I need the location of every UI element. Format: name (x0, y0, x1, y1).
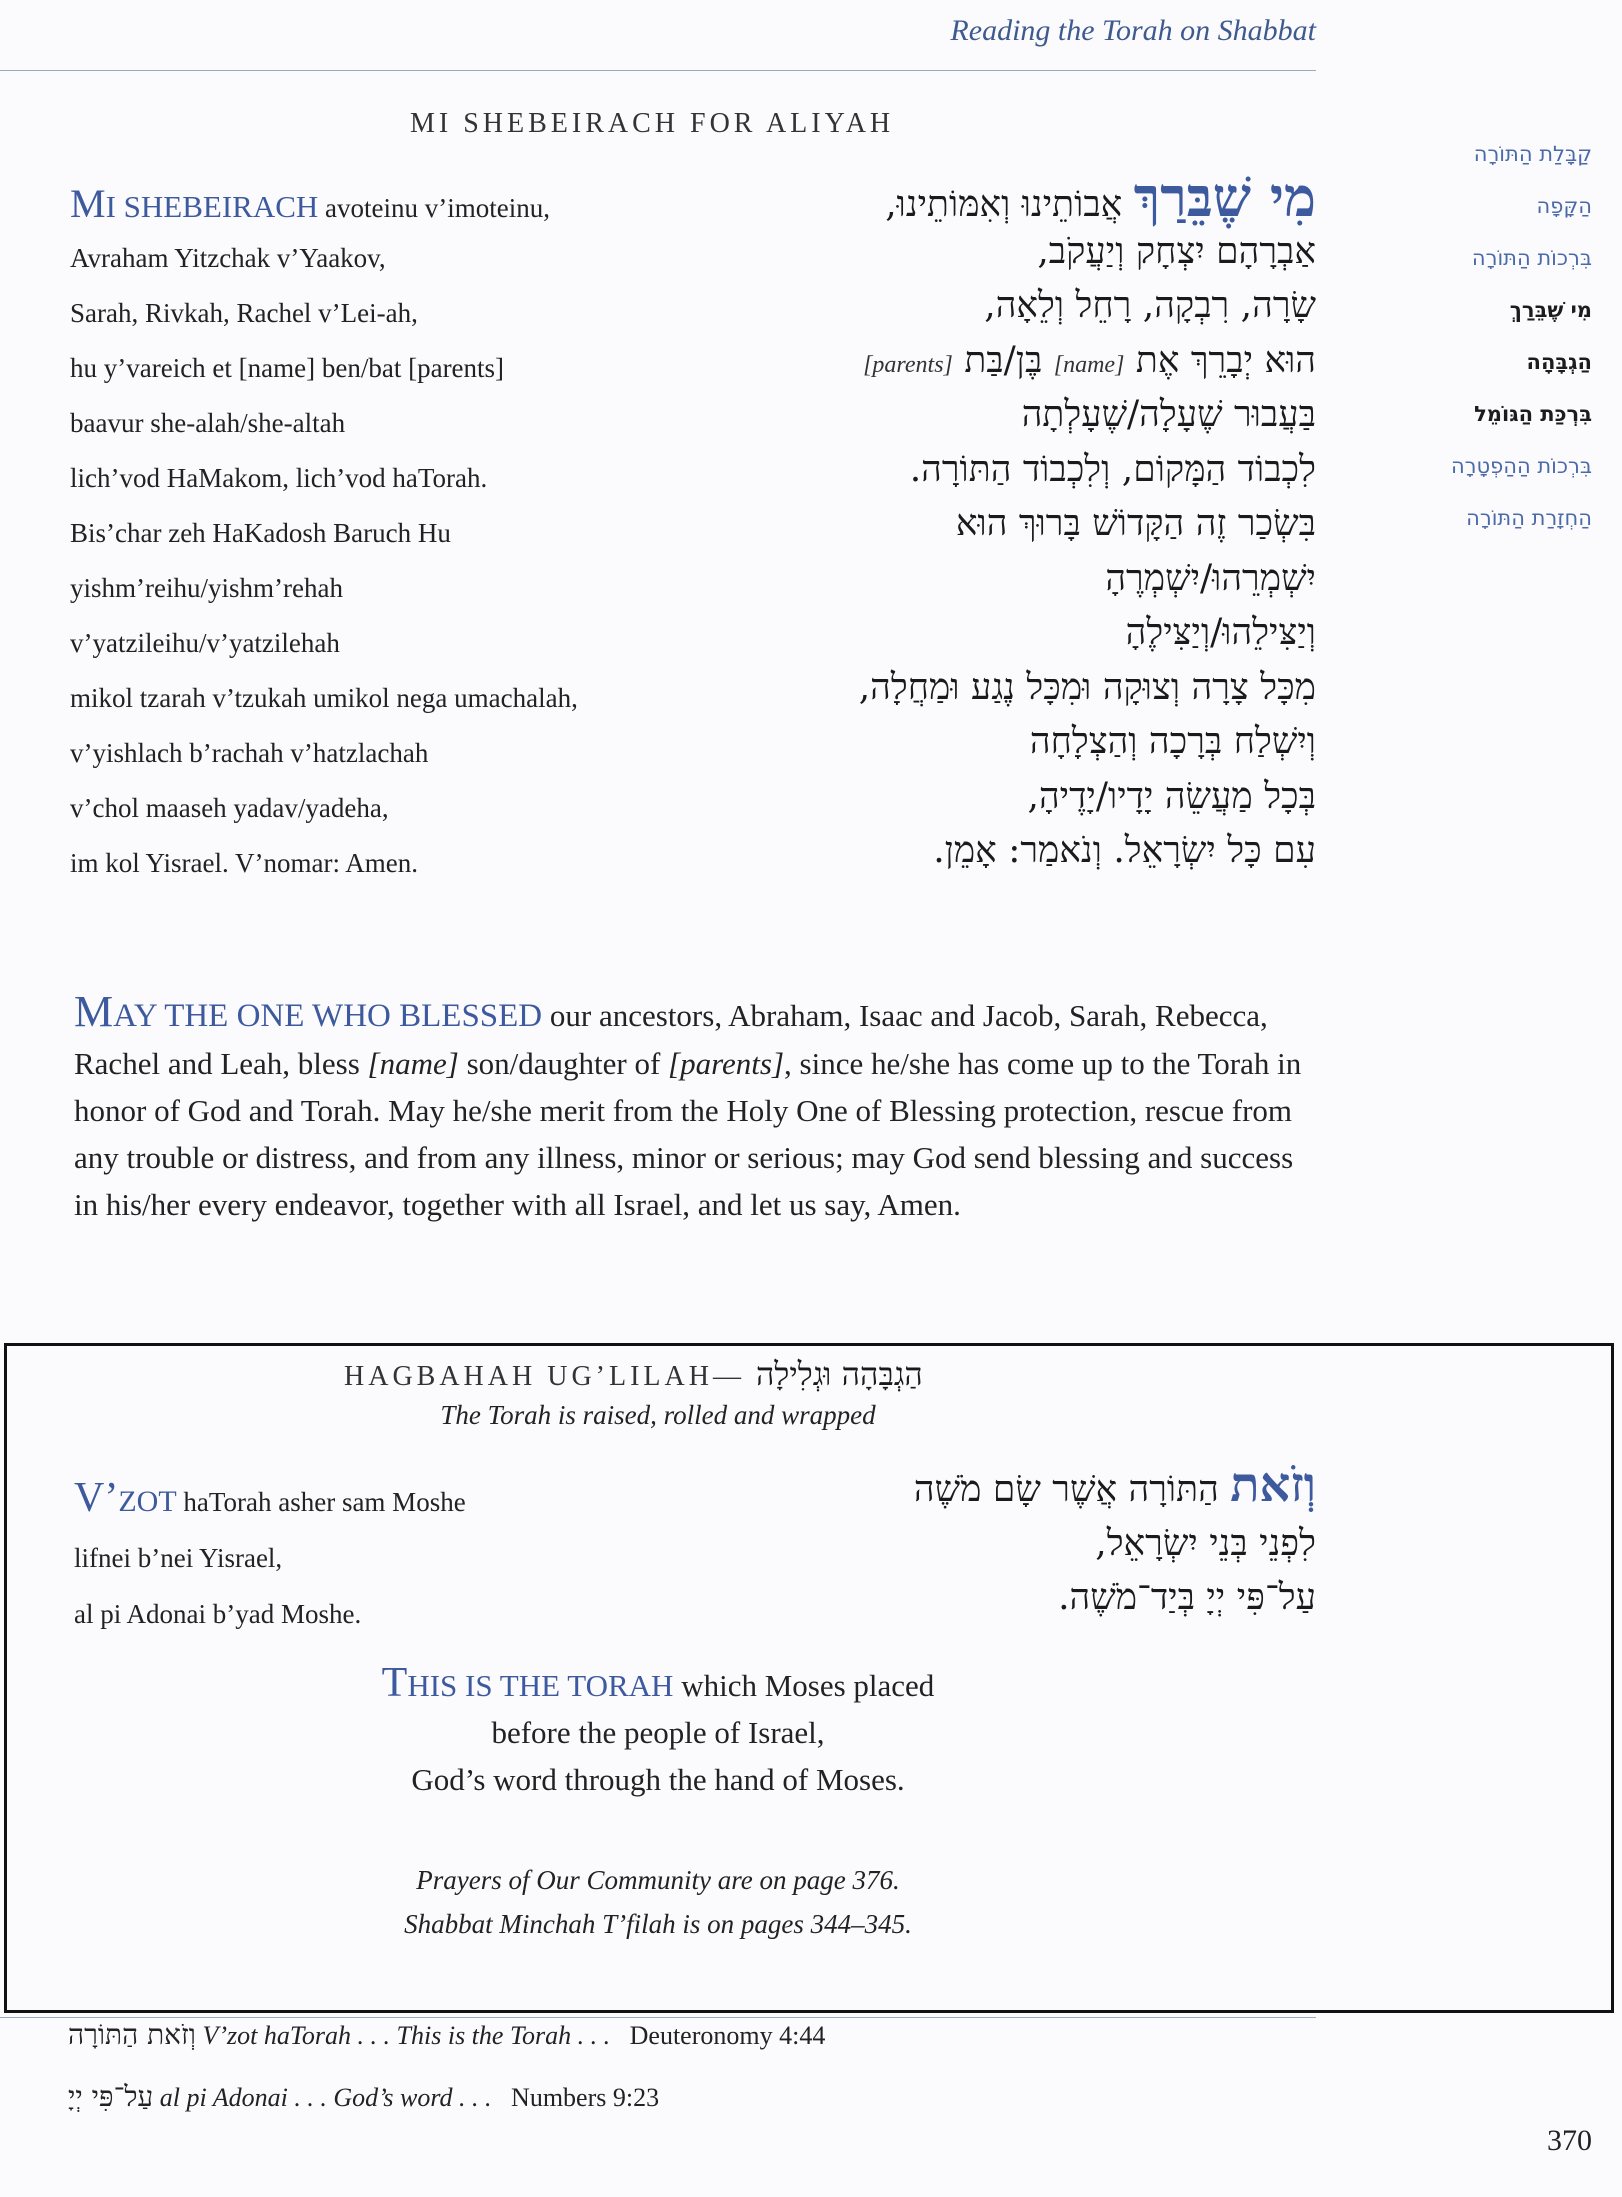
hebrew-line: יִשְׁמְרֵהוּ/יִשְׁמְרֶהָ (1105, 557, 1316, 599)
translit-lead: MI SHEBEIRACH (70, 181, 319, 226)
hebrew-line: עִם כָּל יִשְׂרָאֵל. וְנֹאמַר: אָמֵן. (933, 830, 1316, 871)
hagbahah-subtitle: The Torah is raised, rolled and wrapped (440, 1400, 876, 1430)
mi-shebeirach-transliteration (70, 176, 670, 891)
translit-lead: V’ZOT (74, 1475, 177, 1521)
side-index-item-hagbahah[interactable]: הַגְבָּהָה (1526, 350, 1592, 374)
page-notes (0, 1858, 1316, 1946)
hebrew-line: שָׂרָה, רִבְקָה, רָחֵל וְלֵאָה, (984, 285, 1316, 326)
hebrew-line: הוּא יְבָרֵךְ אֶת [name] בֶּן/בַּת [parents] (863, 339, 1316, 381)
mi-shebeirach-translation: MAY THE ONE WHO BLESSED our ancestors, Abraham, Isaac and Jacob, Sarah, Rebecca, Rachel and Leah, bless [name] son/daughter of [parents], since he/she has come up to the Torah in honor of God and Torah. May he/she merit from the Holy One of Blessing protection, rescue from any trouble or distress, and from any illness, minor or serious; may God send blessing and success in his/her every endeavor, together with all Israel, and let us say, Amen. (74, 987, 1302, 1222)
translit-line: V’ZOT haTorah asher sam Moshe (74, 1475, 466, 1521)
translit-line: lifnei b’nei Yisrael, (74, 1543, 283, 1573)
translit-line: v’yatzileihu/v’yatzilehah (70, 628, 340, 658)
hebrew-line: אַבְרָהָם יִצְחָק וְיַעֲקֹב, (1037, 230, 1316, 272)
vzot-transliteration (74, 1470, 466, 1642)
translit-line: v’chol maaseh yadav/yadeha, (70, 793, 389, 823)
hebrew-line: וְיִשְׁלַח בְּרָכָה וְהַצְלָחָה (1029, 721, 1316, 762)
side-index (1392, 128, 1592, 544)
hagbahah-title: HAGBAHAH UG’LILAH— הַגְבָּהָה וּגְלִילָה (344, 1355, 923, 1393)
translit-line: lich’vod HaMakom, lich’vod haTorah. (70, 463, 488, 493)
running-header: Reading the Torah on Shabbat (950, 14, 1316, 47)
side-index-item-kabbalat-hatorah[interactable]: קַבָּלַת הַתּוֹרָה (1473, 142, 1592, 166)
hebrew-line: וְזֹאת הַתּוֹרָה אֲשֶׁר שָׂם מֹשֶׁה (913, 1457, 1316, 1513)
mi-shebeirach-hebrew (676, 165, 1316, 879)
footnote-vzot: וְזֹאת הַתּוֹרָה V’zot haTorah . . . This is the Torah . . . Deuteronomy 4:44 (68, 2018, 826, 2051)
translit-line: mikol tzarah v’tzukah umikol nega umachalah, (70, 683, 578, 713)
side-index-item-birkat-hagomel[interactable]: בִּרְכַּת הַגּוֹמֵל (1474, 402, 1592, 426)
translit-line: yishm’reihu/yishm’rehah (70, 573, 343, 603)
english-line: God’s word through the hand of Moses. (411, 1762, 905, 1797)
side-index-item-birchot-haftarah[interactable]: בִּרְכוֹת הַהַפְטָרָה (1450, 454, 1592, 478)
translation-lead: MAY THE ONE WHO BLESSED (74, 987, 543, 1036)
translit-line: v’yishlach b’rachah v’hatzlachah (70, 738, 429, 768)
hebrew-line: לִפְנֵי בְּנֵי יִשְׂרָאֵל, (1095, 1523, 1316, 1564)
hebrew-line: לִכְבוֹד הַמָּקוֹם, וְלִכְבוֹד הַתּוֹרָה. (909, 448, 1316, 490)
hebrew-line: בְּכָל מַעֲשֵׂה יָדָיו/יָדֶיהָ, (1027, 775, 1316, 817)
side-index-item-hakafah[interactable]: הַקָּפָה (1536, 194, 1592, 218)
english-lead: THIS IS THE TORAH (381, 1660, 674, 1706)
english-line: THIS IS THE TORAH which Moses placed (381, 1660, 935, 1706)
translit-line: im kol Yisrael. V’nomar: Amen. (70, 848, 418, 878)
side-index-item-birchot-hatorah[interactable]: בִּרְכוֹת הַתּוֹרָה (1471, 246, 1592, 270)
footnote-al-pi: עַל־פִּי יְיָ al pi Adonai . . . God’s word . . . Numbers 9:23 (68, 2080, 660, 2113)
translit-line: MI SHEBEIRACH avoteinu v’imoteinu, (70, 181, 550, 226)
hebrew-line: מִכָּל צָרָה וְצוּקָה וּמִכָּל נֶגַע וּמַחֲלָה, (858, 666, 1316, 708)
hebrew-line: וְיַצִּילֵהוּ/וְיַצִּילֶהָ (1125, 612, 1316, 653)
note-community-prayers: Prayers of Our Community are on page 376. (416, 1865, 900, 1895)
hebrew-lead: מִי שֶׁבֵּרַךְ (1133, 165, 1316, 229)
translit-line: al pi Adonai b’yad Moshe. (74, 1599, 362, 1629)
hebrew-line: מִי שֶׁבֵּרַךְ אֲבוֹתֵינוּ וְאִמּוֹתֵינוּ, (885, 165, 1316, 229)
hebrew-lead: וְזֹאת (1230, 1457, 1316, 1513)
translit-line: baavur she-alah/she-altah (70, 408, 346, 438)
translit-line: hu y’vareich et [name] ben/bat [parents] (70, 353, 505, 383)
english-line: before the people of Israel, (491, 1715, 825, 1750)
translit-line: Bis’char zeh HaKadosh Baruch Hu (70, 518, 451, 548)
section-heading: MI SHEBEIRACH FOR ALIYAH (410, 108, 895, 139)
vzot-hebrew (676, 1458, 1316, 1625)
vzot-english (0, 1660, 1316, 1803)
page-number: 370 (1547, 2124, 1592, 2157)
header-rule (0, 70, 1316, 71)
hebrew-line: בִּשְׂכַר זֶה הַקָּדוֹשׁ בָּרוּךְ הוּא (955, 503, 1316, 544)
translit-line: Sarah, Rivkah, Rachel v’Lei-ah, (70, 298, 418, 328)
hebrew-line: עַל־פִּי יְיָ בְּיַד־מֹשֶׁה. (1058, 1577, 1316, 1618)
side-index-item-hachzarat-hatorah[interactable]: הַחְזָרַת הַתּוֹרָה (1466, 506, 1592, 530)
side-index-item-mi-shebeirach[interactable]: מִי שֶׁבֵּרַךְ (1509, 298, 1592, 322)
hebrew-line: בַּעֲבוּר שֶׁעָלָה/שֶׁעָלְתָה (1021, 394, 1316, 435)
note-minchah: Shabbat Minchah T’filah is on pages 344–345. (404, 1909, 912, 1939)
translit-line: Avraham Yitzchak v’Yaakov, (70, 243, 386, 273)
